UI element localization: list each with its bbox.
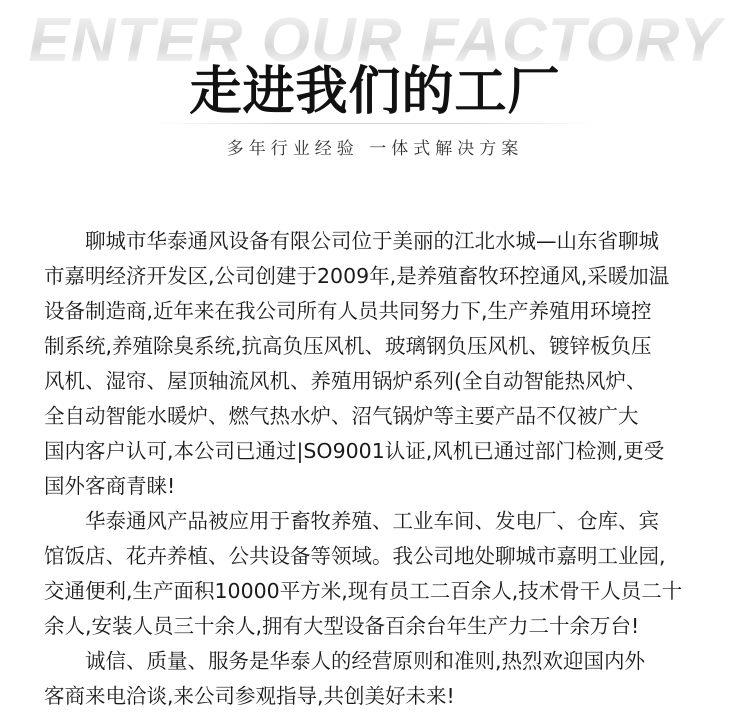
intro-paragraph-3	[44, 644, 709, 714]
paragraph-line: 制系统,养殖除臭系统,抗高负压风机、玻璃钢负压风机、镀锌板负压	[44, 334, 652, 358]
paragraph-line: 风机、湿帘、屋顶轴流风机、养殖用锅炉系列(全自动智能热风炉、	[44, 369, 647, 393]
paragraph-line: 国内客户认可,本公司已通过|SO9001认证,风机已通过部门检测,更受	[44, 439, 665, 463]
company-intro	[44, 224, 709, 714]
title-divider	[150, 123, 600, 124]
watermark-text: ENTER OUR FACTORY	[0, 10, 750, 72]
intro-paragraph-2	[44, 504, 709, 644]
paragraph-line: 华泰通风产品被应用于畜牧养殖、工业车间、发电厂、仓库、宾	[85, 509, 659, 533]
intro-paragraph-1	[44, 224, 709, 504]
paragraph-line: 客商来电洽谈,来公司参观指导,共创美好未来!	[44, 684, 455, 708]
paragraph-line: 余人,安装人员三十余人,拥有大型设备百余台年生产力二十余万台!	[44, 614, 640, 638]
factory-header	[0, 0, 750, 175]
paragraph-line: 设备制造商,近年来在我公司所有人员共同努力下,生产养殖用环境控	[44, 299, 652, 323]
paragraph-line: 聊城市华泰通风设备有限公司位于美丽的江北水城—山东省聊城	[85, 229, 659, 253]
paragraph-line: 市嘉明经济开发区,公司创建于2009年,是养殖畜牧环控通风,采暖加温	[44, 264, 670, 288]
paragraph-line: 诚信、质量、服务是华泰人的经营原则和准则,热烈欢迎国内外	[85, 649, 646, 673]
page-title: 走进我们的工厂	[189, 62, 561, 122]
paragraph-line: 交通便利,生产面积10000平方米,现有员工二百余人,技术骨干人员二十	[44, 579, 683, 603]
paragraph-line: 馆饭店、花卉养植、公共设备等领域。我公司地处聊城市嘉明工业园,	[44, 544, 666, 568]
paragraph-line: 国外客商青睐!	[44, 474, 176, 498]
paragraph-line: 全自动智能水暖炉、燃气热水炉、沼气锅炉等主要产品不仅被广大	[44, 404, 639, 428]
page-subtitle: 多年行业经验 一体式解决方案	[226, 139, 524, 159]
